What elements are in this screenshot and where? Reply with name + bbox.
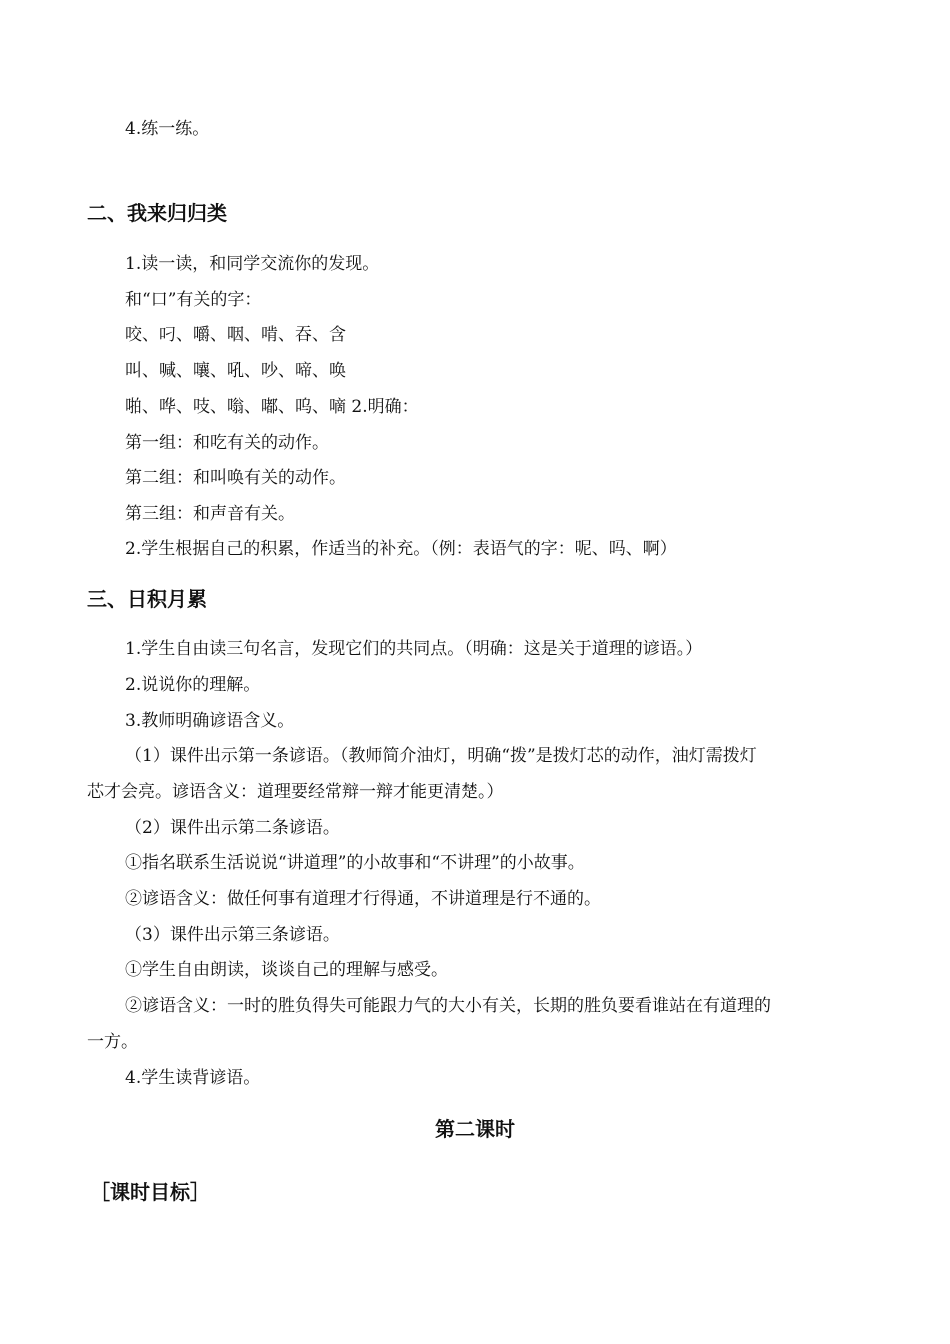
character-row: 咬、叼、嚼、咽、啃、吞、含: [125, 325, 346, 345]
group-description: 第二组：和叫唤有关的动作。: [125, 468, 346, 488]
list-item: 4.学生读背谚语。: [125, 1068, 261, 1088]
character-row: 啪、哗、吱、嗡、嘟、呜、嘀 2.明确：: [125, 397, 419, 417]
objectives-heading: ［课时目标］: [90, 1180, 210, 1204]
sub-item: ①指名联系生活说说“讲道理”的小故事和“不讲理”的小故事。: [125, 853, 585, 873]
sub-item-continuation: 芯才会亮。谚语含义：道理要经常辩一辩才能更清楚。）: [87, 782, 504, 802]
list-item: 2.说说你的理解。: [125, 675, 261, 695]
sub-item: （3）课件出示第三条谚语。: [125, 925, 340, 945]
character-row: 叫、喊、嚷、吼、吵、啼、唤: [125, 361, 346, 381]
list-item: 1.学生自由读三句名言，发现它们的共同点。（明确：这是关于道理的谚语。）: [125, 639, 703, 659]
list-item: 2.学生根据自己的积累，作适当的补充。（例：表语气的字：呢、吗、啊）: [125, 539, 677, 559]
sub-item: ②谚语含义：做任何事有道理才行得通，不讲道理是行不通的。: [125, 889, 601, 909]
section-heading-classify: 二、我来归归类: [87, 201, 227, 225]
practice-item: 4.练一练。: [125, 119, 210, 139]
list-item: 1.读一读，和同学交流你的发现。: [125, 254, 380, 274]
group-description: 第一组：和吃有关的动作。: [125, 433, 329, 453]
list-item: 3.教师明确谚语含义。: [125, 711, 295, 731]
sub-item: ①学生自由朗读，谈谈自己的理解与感受。: [125, 960, 448, 980]
lesson-title: 第二课时: [435, 1117, 515, 1141]
group-description: 第三组：和声音有关。: [125, 504, 295, 524]
list-item: 和“口”有关的字：: [125, 290, 262, 310]
sub-item: ②谚语含义：一时的胜负得失可能跟力气的大小有关，长期的胜负要看谁站在有道理的: [125, 996, 771, 1016]
sub-item: （2）课件出示第二条谚语。: [125, 818, 340, 838]
sub-item: （1）课件出示第一条谚语。（教师简介油灯，明确“拨”是拨灯芯的动作，油灯需拨灯: [125, 746, 757, 766]
section-heading-accumulate: 三、日积月累: [87, 587, 207, 611]
sub-item-continuation: 一方。: [87, 1032, 138, 1052]
